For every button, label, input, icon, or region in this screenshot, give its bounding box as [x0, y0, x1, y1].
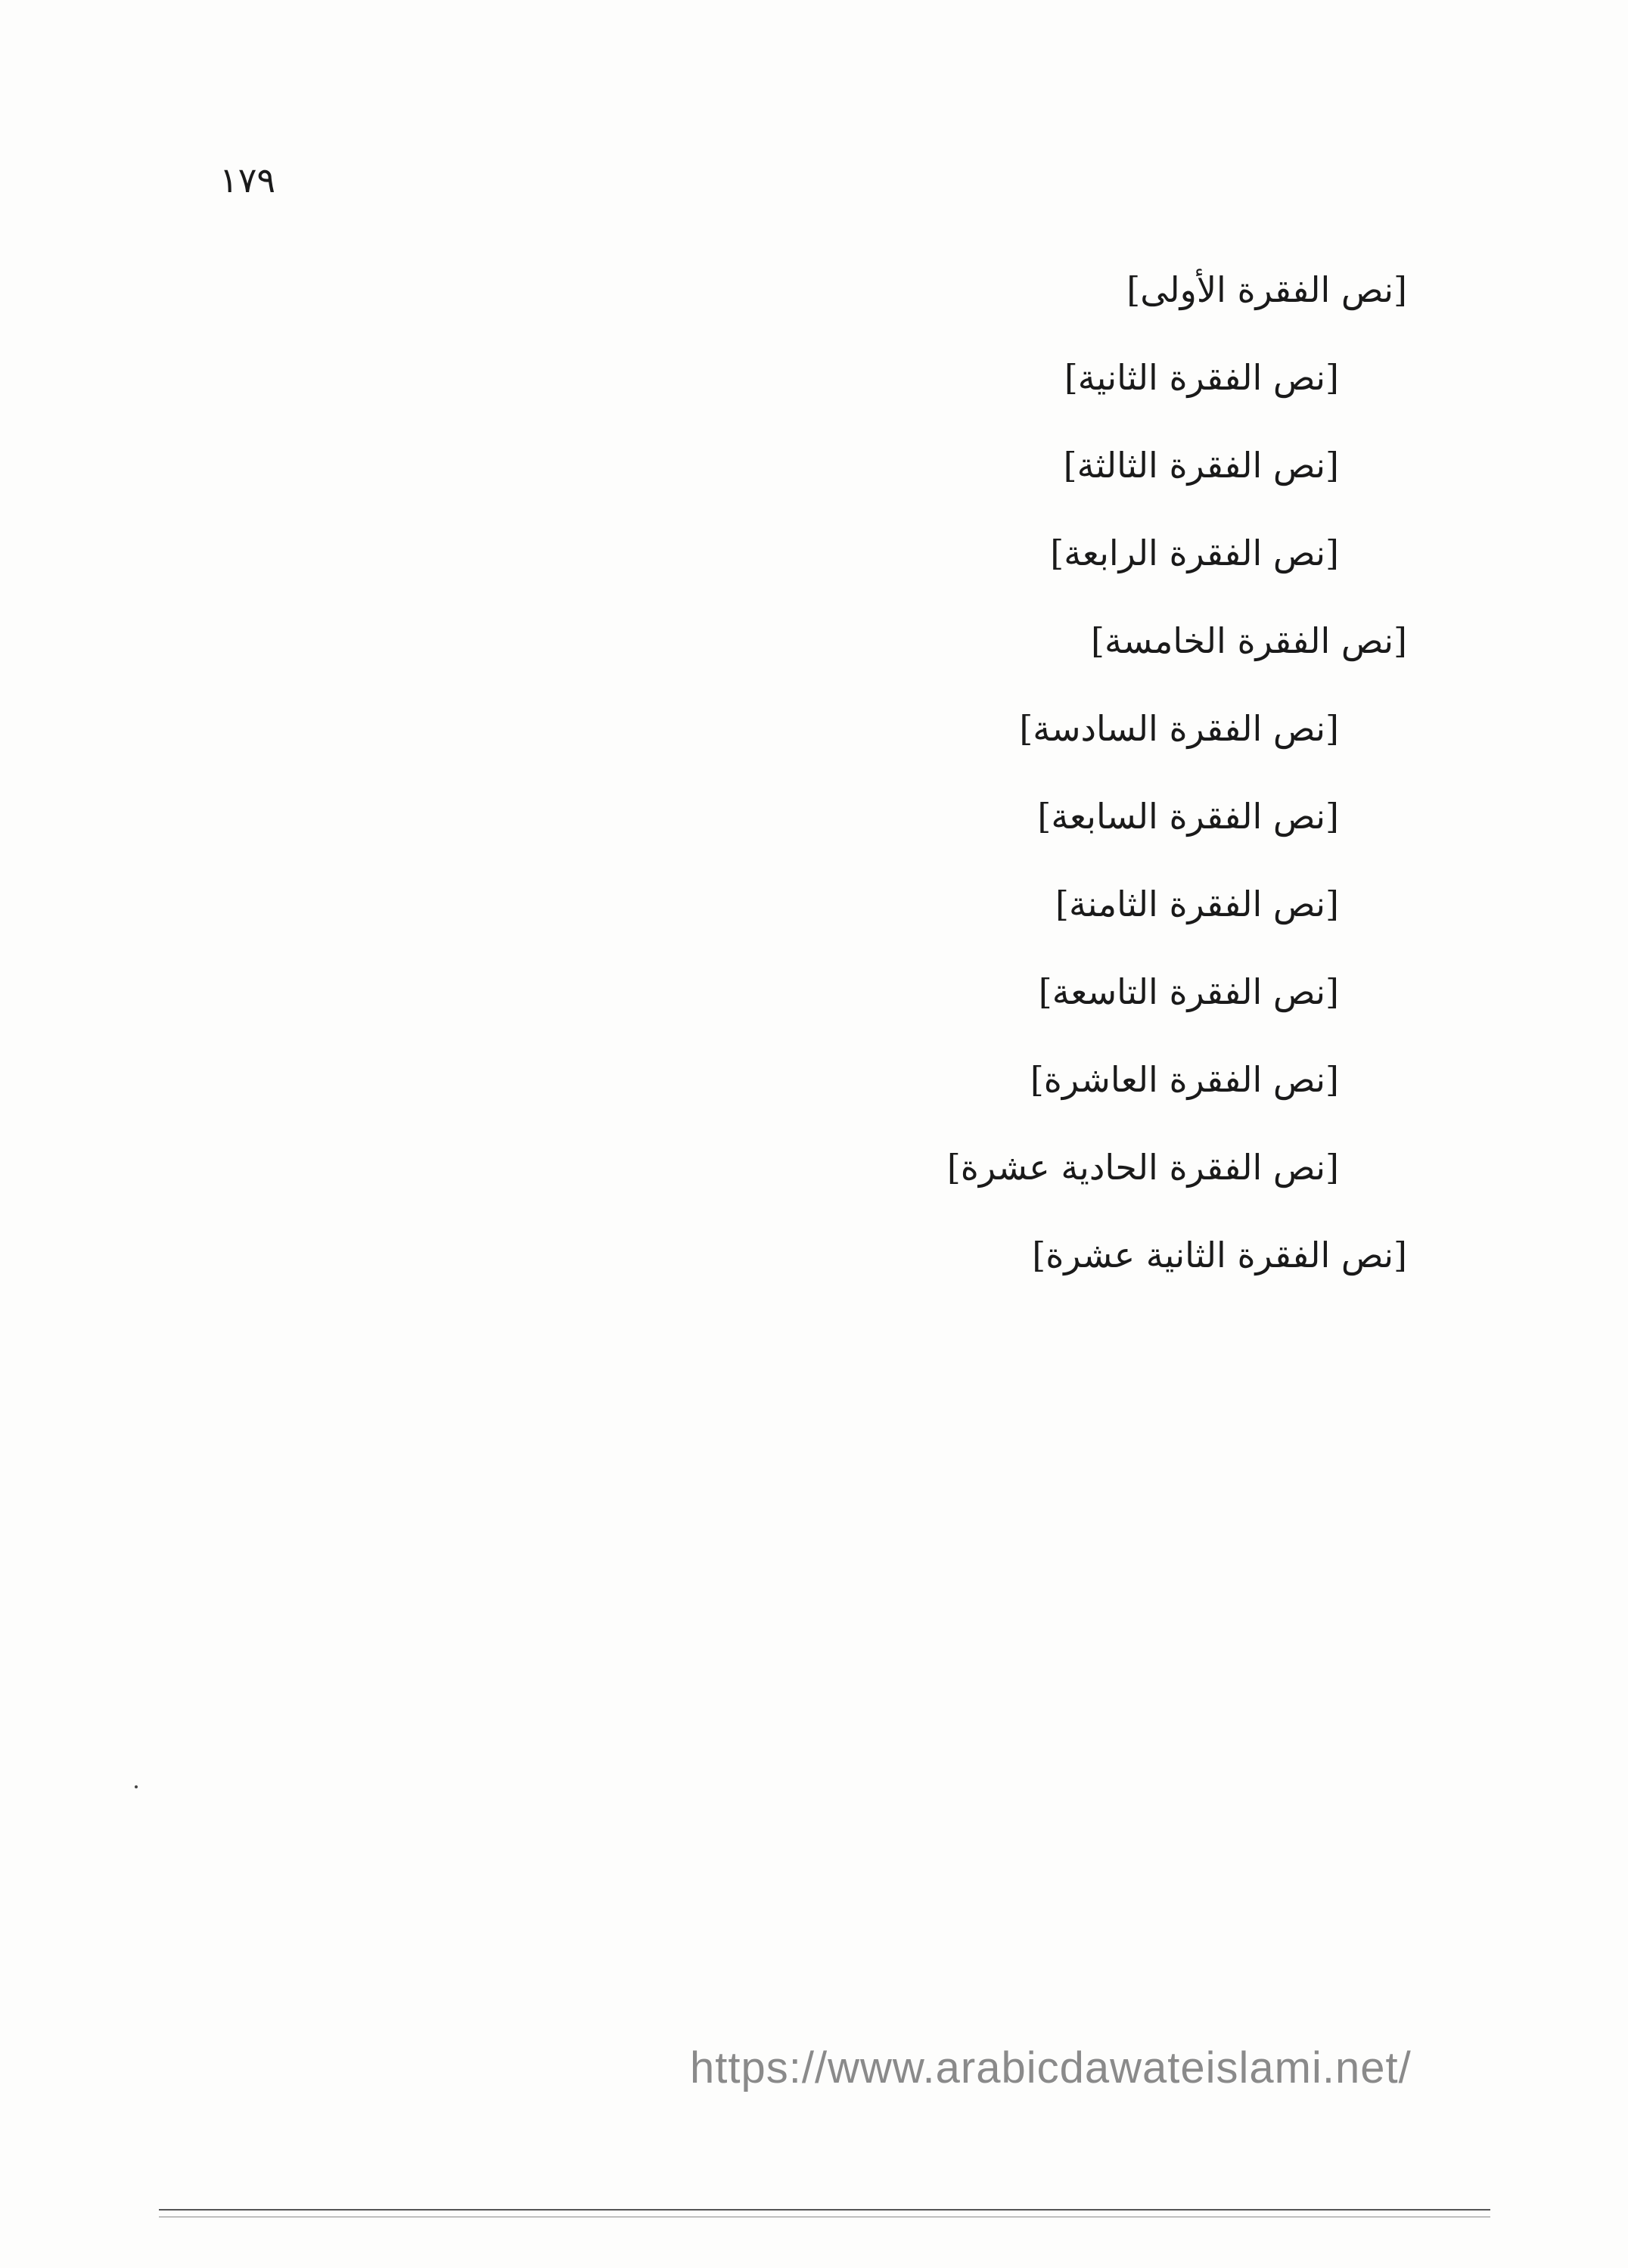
paragraph: [نص الفقرة الثالثة] — [1063, 445, 1339, 486]
paragraph: [نص الفقرة الثانية] — [1064, 357, 1339, 398]
paragraph: [نص الفقرة الرابعة] — [1050, 533, 1339, 573]
website-watermark: https://www.arabicdawateislami.net/ — [690, 2043, 1412, 2092]
paragraph: [نص الفقرة الحادية عشرة] — [946, 1147, 1339, 1188]
paragraph: [نص الفقرة السادسة] — [1019, 708, 1339, 749]
paragraph: [نص الفقرة الأولى] — [1126, 269, 1407, 310]
paragraph: [نص الفقرة السابعة] — [1037, 796, 1339, 837]
paragraph: [نص الفقرة الخامسة] — [1091, 620, 1407, 661]
body-text — [219, 250, 1407, 1303]
bottom-rule — [159, 2209, 1490, 2211]
paragraph: [نص الفقرة العاشرة] — [1030, 1059, 1339, 1100]
page-number: ١٧٩ — [219, 160, 276, 200]
scan-speck — [135, 1785, 138, 1788]
paragraph: [نص الفقرة التاسعة] — [1038, 971, 1339, 1012]
paragraph: [نص الفقرة الثانية عشرة] — [1032, 1235, 1407, 1275]
paragraph: [نص الفقرة الثامنة] — [1055, 884, 1339, 924]
